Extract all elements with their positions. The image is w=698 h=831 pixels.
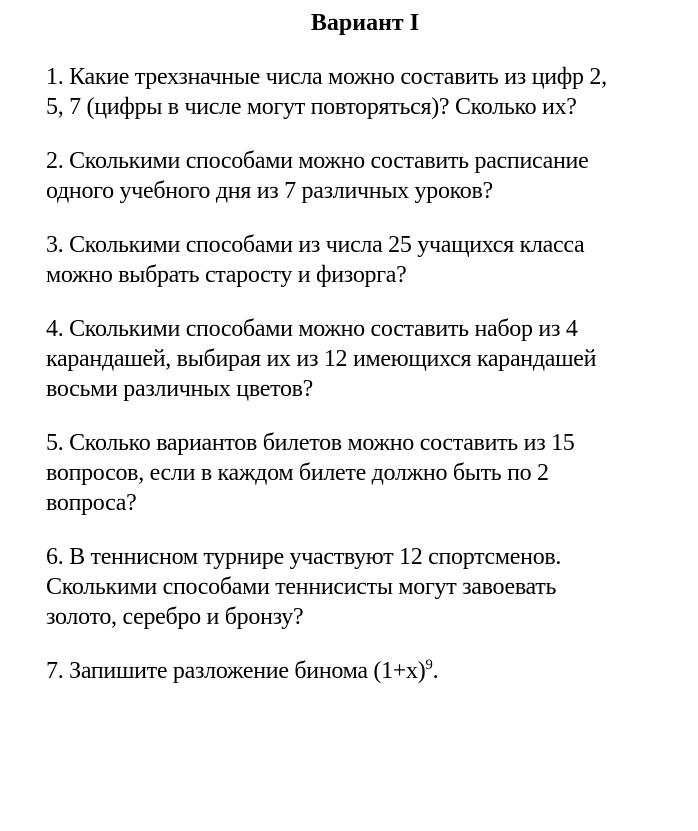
task-2-line-1: 2. Сколькими способами можно составить расписание (46, 148, 589, 174)
task-4-line-1: 4. Сколькими способами можно составить набор из 4 (46, 316, 578, 342)
task-7 (46, 656, 686, 686)
task-3-line-2: можно выбрать старосту и физорга? (46, 262, 407, 288)
task-4-line-3: восьми различных цветов? (46, 376, 314, 402)
task-6-line-1: 6. В теннисном турнире участвуют 12 спортсменов. (46, 544, 562, 570)
task-5-line-2: вопросов, если в каждом билете должно быть по 2 (46, 460, 549, 486)
task-1 (46, 62, 686, 122)
task-2-line-2: одного учебного дня из 7 различных уроков? (46, 178, 493, 204)
task-6-line-3: золото, серебро и бронзу? (46, 604, 304, 630)
task-5-line-3: вопроса? (46, 490, 137, 516)
task-3-line-1: 3. Сколькими способами из числа 25 учащихся класса (46, 232, 585, 258)
task-5-line-1: 5. Сколько вариантов билетов можно составить из 15 (46, 430, 575, 456)
task-7-prefix: 7. Запишите разложение бинома (1+x) (46, 658, 426, 684)
task-6-line-2: Сколькими способами теннисисты могут завоевать (46, 574, 557, 600)
task-3 (46, 230, 686, 290)
task-7-suffix: . (432, 658, 439, 684)
binomial-exponent: 9 (425, 657, 433, 673)
task-list (46, 62, 686, 710)
task-4 (46, 314, 686, 404)
task-1-line-2: 5, 7 (цифры в числе могут повторяться)? Сколько их? (46, 94, 577, 120)
task-1-line-1: 1. Какие трехзначные числа можно составить из цифр 2, (46, 64, 607, 90)
task-6 (46, 542, 686, 632)
task-4-line-2: карандашей, выбирая их из 12 имеющихся карандашей (46, 346, 597, 372)
variant-title: Вариант I (310, 10, 420, 36)
task-2 (46, 146, 686, 206)
task-5 (46, 428, 686, 518)
